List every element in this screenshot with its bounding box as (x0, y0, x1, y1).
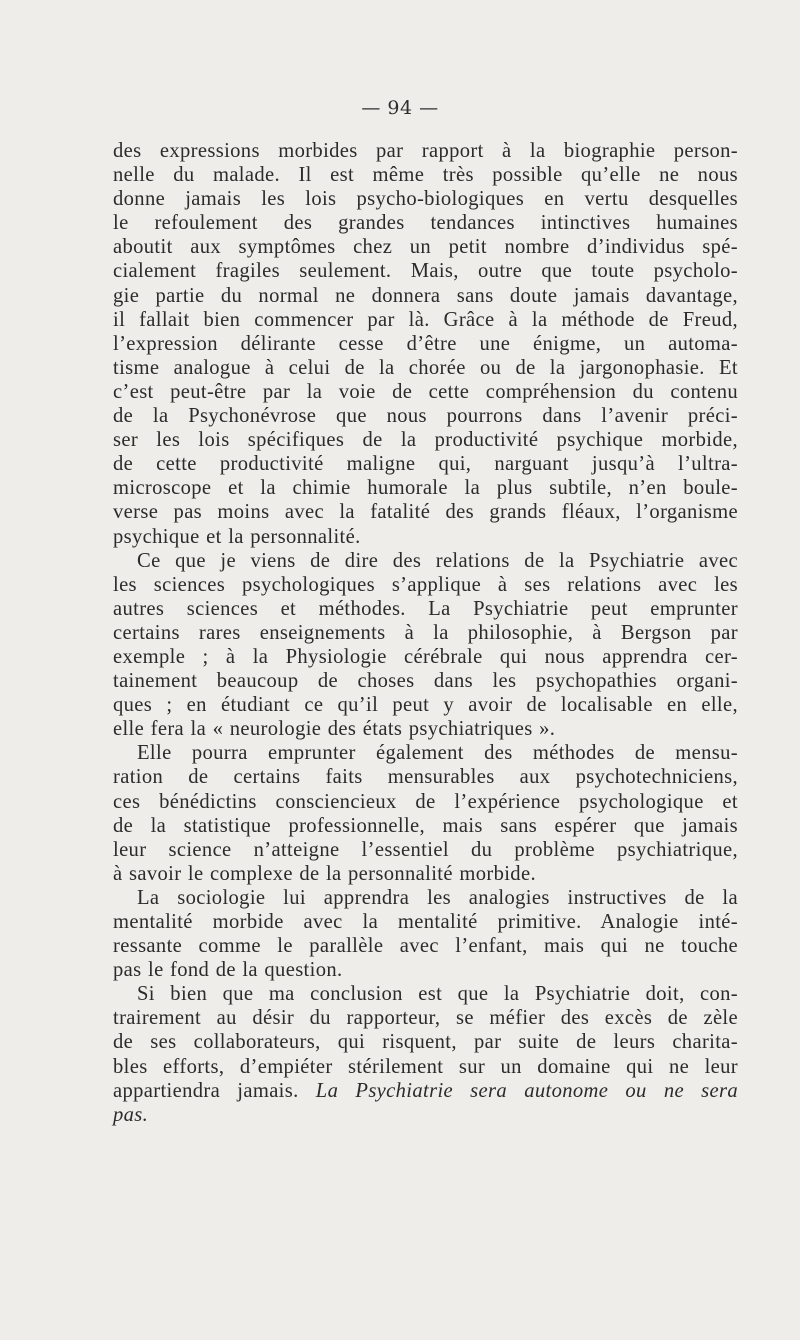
text-line: La sociologie lui apprendra les analogies instructives de la (137, 886, 738, 909)
paragraph-4 (113, 886, 738, 982)
text-line: mentalité morbide avec la mentalité primitive. Analogie inté- (113, 911, 738, 933)
text-line: cialement fragiles seulement. Mais, outre que toute psycholo- (113, 260, 738, 283)
text-line: verse pas moins avec la fatalité des grands fléaux, l’organisme (113, 501, 738, 524)
text-line: ser les lois spécifiques de la productivité psychique morbide, (113, 429, 738, 452)
paragraph-1 (113, 139, 738, 549)
text-line: le refoulement des grandes tendances intinctives humaines (113, 212, 738, 235)
text-plain: appartiendra jamais. (113, 1079, 316, 1102)
text-line: de ses collaborateurs, qui risquent, par suite de leurs charita- (113, 1031, 738, 1054)
text-line-italic: pas. (113, 1103, 149, 1126)
text-line: aboutit aux symptômes chez un petit nombre d’individus spé- (113, 236, 738, 259)
text-line: pas le fond de la question. (113, 959, 343, 982)
text-line: l’expression délirante cesse d’être une énigme, un automa- (113, 332, 738, 355)
text-line: de cette productivité maligne qui, narguant jusqu’à l’ultra- (113, 453, 738, 476)
text-italic: La Psychiatrie sera autonome ou ne sera (315, 1079, 738, 1102)
text-line: nelle du malade. Il est même très possible qu’elle ne nous (113, 164, 738, 187)
text-line: ques ; en étudiant ce qu’il peut y avoir de localisable en elle, (113, 694, 738, 717)
text-line: gie partie du normal ne donnera sans doute jamais davantage, (113, 284, 738, 307)
text-line: de la statistique professionnelle, mais sans espérer que jamais (113, 814, 738, 837)
paragraph-2 (113, 549, 738, 742)
paragraph-3 (113, 741, 738, 886)
text-line: bles efforts, d’empiéter stérilement sur un domaine qui ne leur (113, 1055, 738, 1078)
text-line: microscope et la chimie humorale la plus subtile, n’en boule- (113, 477, 738, 500)
text-line-mixed (113, 1079, 738, 1103)
text-line: elle fera la « neurologie des états psychiatriques ». (113, 718, 556, 741)
text-line: leur science n’atteigne l’essentiel du problème psychiatrique, (113, 838, 738, 861)
text-line: Elle pourra emprunter également des méthodes de mensu- (137, 742, 738, 765)
text-line: les sciences psychologiques s’applique à ses relations avec les (113, 573, 738, 596)
text-line: tainement beaucoup de choses dans les psychopathies organi- (113, 670, 738, 693)
text-line: donne jamais les lois psycho-biologiques en vertu desquelles (113, 188, 738, 211)
text-line: ces bénédictins consciencieux de l’expérience psychologique et (113, 790, 738, 813)
text-line: c’est peut-être par la voie de cette compréhension du contenu (113, 380, 738, 403)
text-line: Ce que je viens de dire des relations de la Psychiatrie avec (137, 549, 738, 572)
text-line: ration de certains faits mensurables aux psychotechniciens, (113, 766, 738, 789)
page-number: — 94 — (361, 97, 439, 119)
text-line: des expressions morbides par rapport à la biographie person- (113, 140, 738, 162)
text-line: à savoir le complexe de la personnalité morbide. (113, 862, 536, 885)
text-line: certains rares enseignements à la philosophie, à Bergson par (113, 621, 738, 644)
text-line: il fallait bien commencer par là. Grâce à la méthode de Freud, (113, 308, 738, 331)
text-line: autres sciences et méthodes. La Psychiatrie peut emprunter (113, 597, 738, 620)
text-line: psychique et la personnalité. (113, 525, 361, 548)
text-line: ressante comme le parallèle avec l’enfant, mais qui ne touche (113, 935, 738, 958)
paragraph-5 (113, 982, 738, 1127)
text-line: Si bien que ma conclusion est que la Psychiatrie doit, con- (137, 983, 738, 1006)
text-line: de la Psychonévrose que nous pourrons dans l’avenir préci- (113, 405, 738, 428)
text-line: exemple ; à la Physiologie cérébrale qui nous apprendra cer- (113, 645, 738, 668)
body-text (113, 139, 738, 1127)
text-line: tisme analogue à celui de la chorée ou de la jargonophasie. Et (113, 356, 738, 379)
text-line: trairement au désir du rapporteur, se méfier des excès de zèle (113, 1007, 738, 1030)
